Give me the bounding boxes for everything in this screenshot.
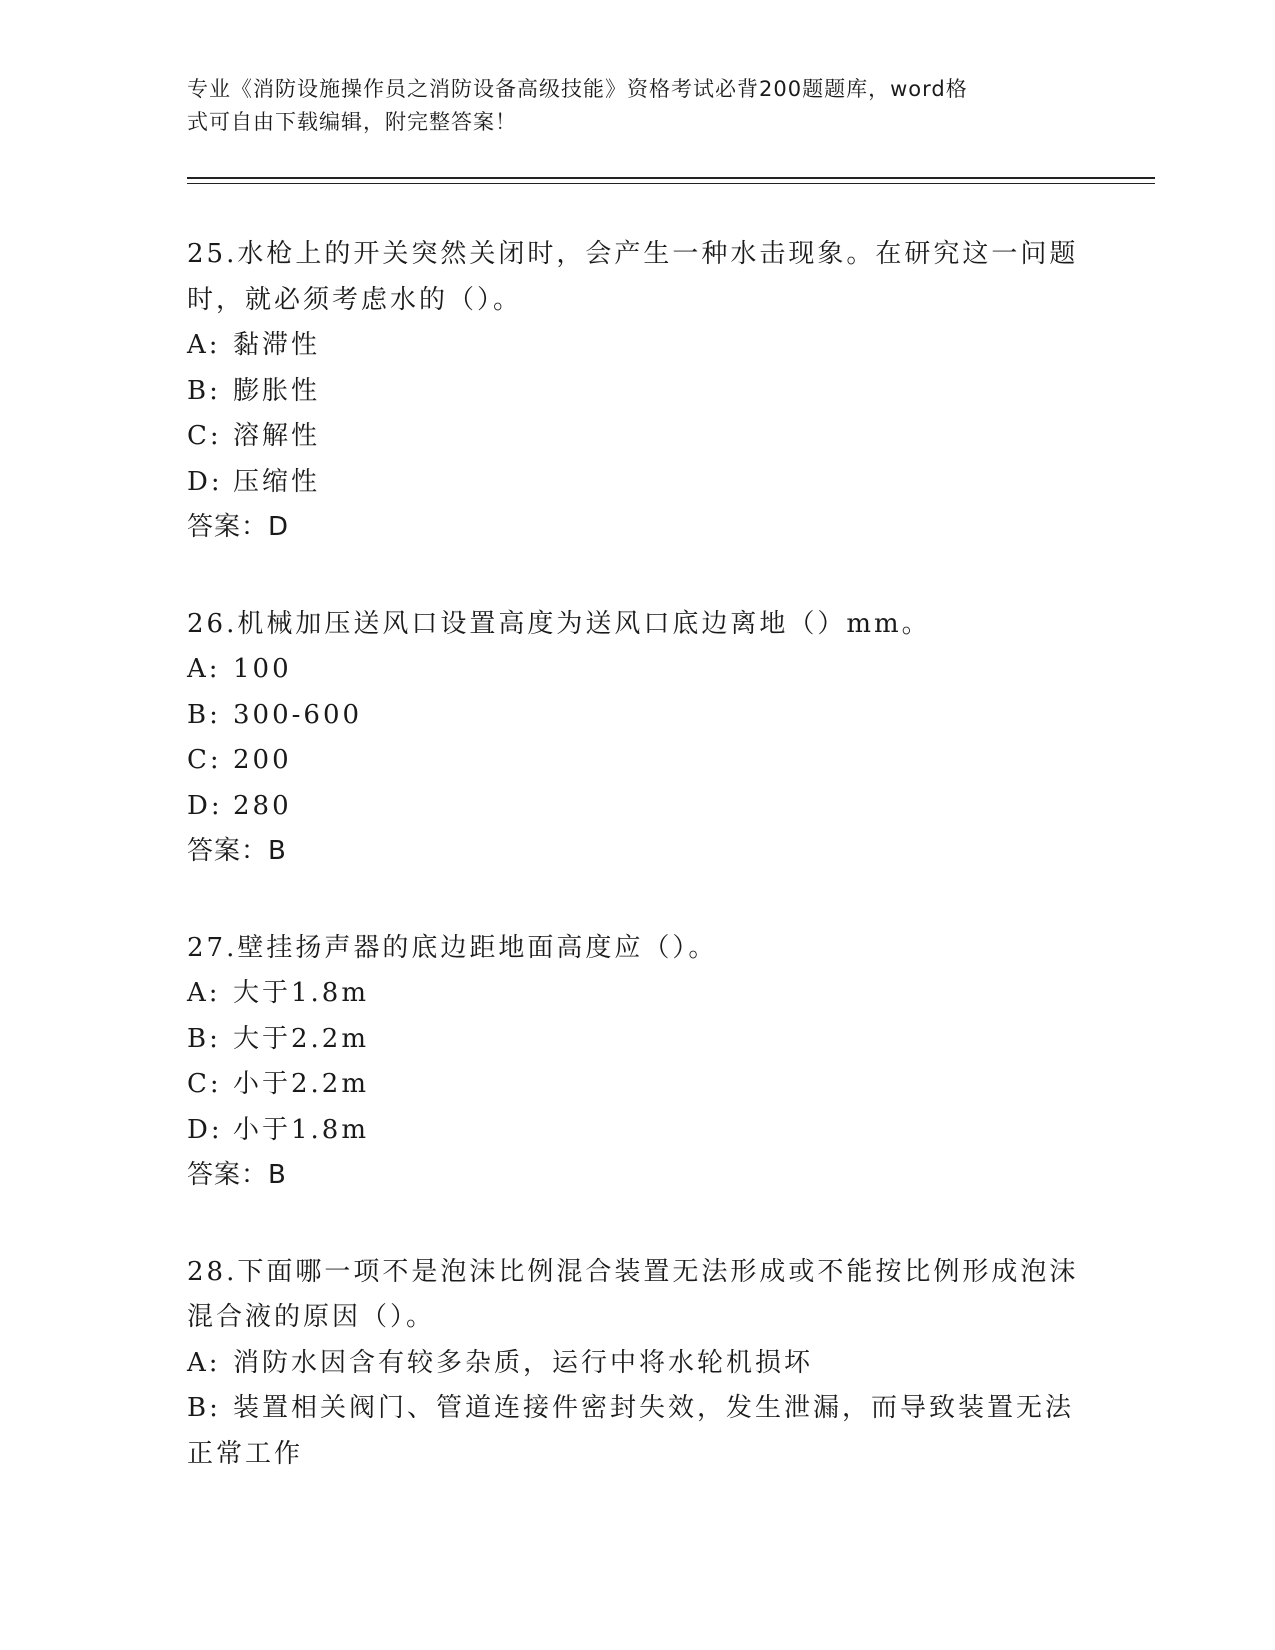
question-text: 25.水枪上的开关突然关闭时，会产生一种水击现象。在研究这一问题 时，就必须考虑水的（）。 <box>187 239 1079 315</box>
option-d: D: 280 <box>187 790 292 821</box>
option-b: B: 300-600 <box>187 699 363 730</box>
question-26 <box>187 602 1087 875</box>
option-a: A: 100 <box>187 654 292 684</box>
answer: 答案：D <box>187 512 290 542</box>
question-text: 27.壁挂扬声器的底边距地面高度应（）。 <box>187 932 718 963</box>
option-a: A: 消防水因含有较多杂质，运行中将水轮机损坏 <box>187 1347 814 1378</box>
option-b: B: 膨胀性 <box>187 375 321 406</box>
header-line-2: 式可自由下载编辑，附完整答案！ <box>187 110 517 134</box>
option-a: A: 黏滞性 <box>187 330 321 360</box>
question-text: 26.机械加压送风口设置高度为送风口底边离地（）mm。 <box>187 608 931 639</box>
header-divider-thin <box>187 183 1155 184</box>
answer: 答案：B <box>187 836 287 866</box>
question-27 <box>187 926 1087 1199</box>
header-line-1: 专业《消防设施操作员之消防设备高级技能》资格考试必背200题题库，word格 <box>187 77 968 101</box>
question-list <box>187 232 1087 1528</box>
option-d: D: 小于1.8m <box>187 1114 370 1145</box>
option-a: A: 大于1.8m <box>187 978 370 1008</box>
option-c: C: 小于2.2m <box>187 1069 370 1099</box>
option-b: B: 大于2.2m <box>187 1023 370 1054</box>
answer: 答案：B <box>187 1160 287 1190</box>
header-divider-thick <box>187 177 1155 179</box>
option-c: C: 200 <box>187 745 292 775</box>
question-28 <box>187 1250 1087 1478</box>
question-25 <box>187 232 1087 551</box>
question-text: 28.下面哪一项不是泡沫比例混合装置无法形成或不能按比例形成泡沫 混合液的原因（）。 <box>187 1256 1079 1332</box>
option-b-continued: 正常工作 <box>187 1438 304 1469</box>
document-header <box>187 73 1067 139</box>
option-c: C: 溶解性 <box>187 421 321 451</box>
option-d: D: 压缩性 <box>187 466 321 497</box>
option-b: B: 装置相关阀门、管道连接件密封失效，发生泄漏，而导致装置无法 <box>187 1393 1075 1423</box>
